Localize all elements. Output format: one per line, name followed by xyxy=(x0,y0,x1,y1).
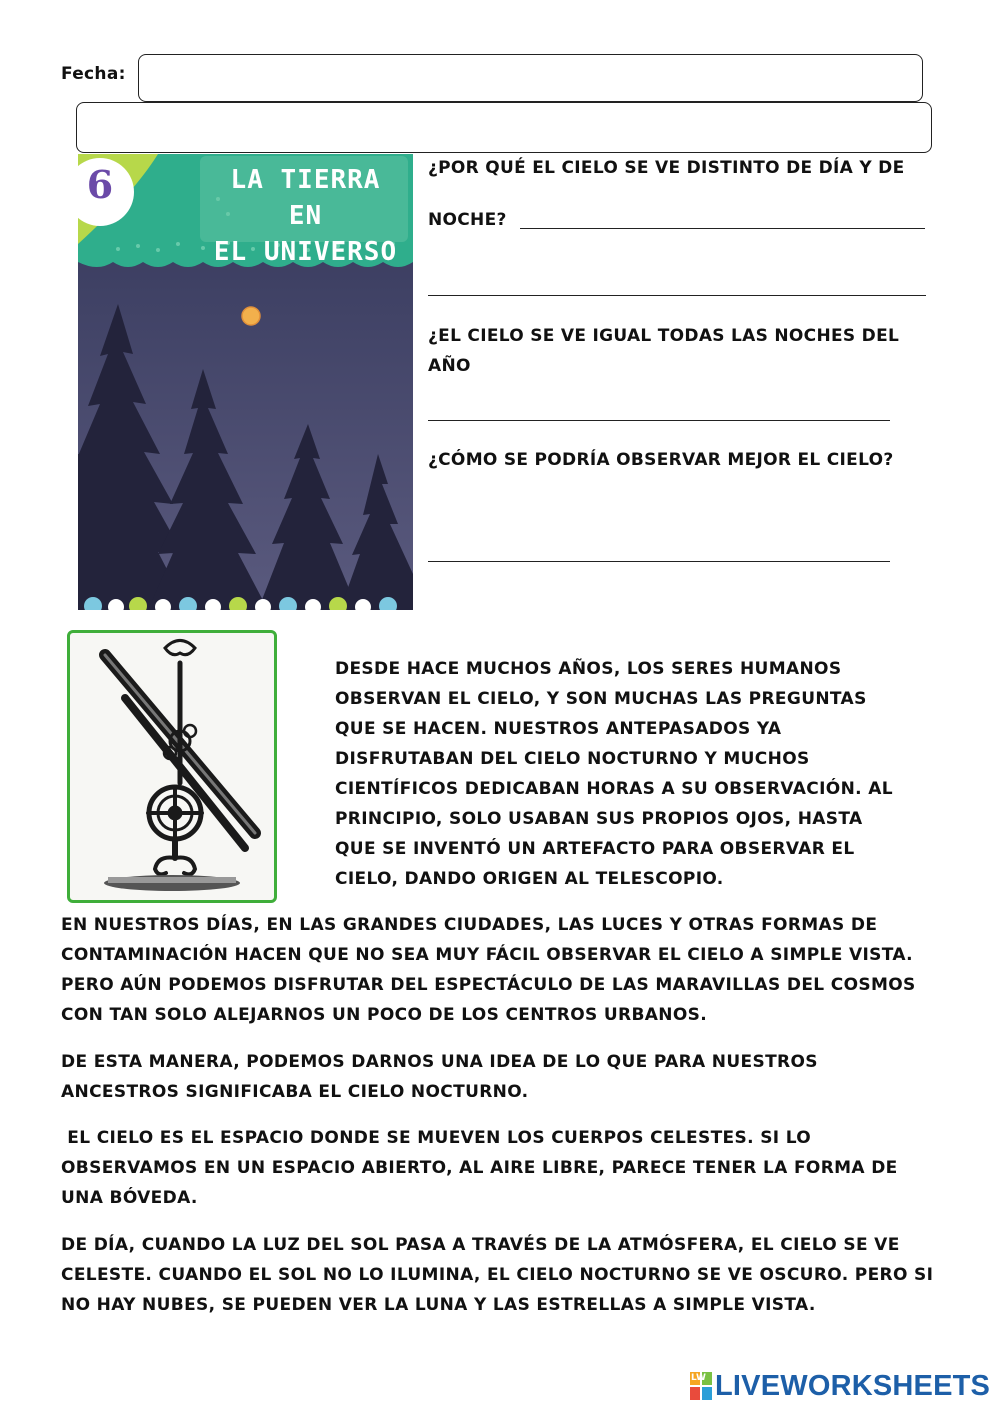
intro-text xyxy=(335,654,893,894)
intro-line: DESDE HACE MUCHOS AÑOS, LOS SERES HUMANOS xyxy=(335,659,842,679)
title-input[interactable] xyxy=(76,102,932,153)
intro-line: CIELO, DANDO ORIGEN AL TELESCOPIO. xyxy=(335,869,724,889)
liveworksheets-logo: LIVEWORKSHEETS xyxy=(715,1370,991,1402)
cover-number: 6 xyxy=(86,162,114,207)
question-1: ¿POR QUÉ EL CIELO SE VE DISTINTO DE DÍA Y DE xyxy=(428,158,905,178)
answer-line-3[interactable] xyxy=(428,561,890,562)
intro-line: DISFRUTABAN DEL CIELO NOCTURNO Y MUCHOS xyxy=(335,749,810,769)
paragraph-3: EL CIELO ES EL ESPACIO DONDE SE MUEVEN LOS CUERPOS CELESTES. SI LO OBSERVAMOS EN UN ESPACIO ABIERTO, AL AIRE LIBRE, PARECE TENER LA FORMA DE UNA BÓVEDA. xyxy=(61,1128,904,1208)
intro-line: QUE SE HACEN. NUESTROS ANTEPASADOS YA xyxy=(335,719,782,739)
cover-title xyxy=(208,162,403,270)
intro-line: PRINCIPIO, SOLO USABAN SUS PROPIOS OJOS, HASTA xyxy=(335,809,863,829)
intro-line: CIENTÍFICOS DEDICABAN HORAS A SU OBSERVACIÓN. AL xyxy=(335,779,893,799)
logo-badge-text: LW xyxy=(691,1373,706,1383)
question-2: ¿EL CIELO SE VE IGUAL TODAS LAS NOCHES DEL AÑO xyxy=(428,326,900,376)
fecha-label: Fecha: xyxy=(61,64,126,84)
fecha-input[interactable] xyxy=(138,54,923,102)
question-1-cont: NOCHE? xyxy=(428,210,507,230)
cover-title-line2: EL UNIVERSO xyxy=(213,237,398,267)
cover-title-line1: LA TIERRA EN xyxy=(230,165,381,231)
paragraph-4: DE DÍA, CUANDO LA LUZ DEL SOL PASA A TRAVÉS DE LA ATMÓSFERA, EL CIELO SE VE CELESTE. CUANDO EL SOL NO LO ILUMINA, EL CIELO NOCTURNO SE VE OSCURO. PERO SI NO HAY NUBES, SE PUEDEN VER LA LUNA Y LAS ESTRELLAS A SIMPLE VISTA. xyxy=(61,1235,934,1315)
answer-line-2[interactable] xyxy=(428,420,890,421)
answer-line-1b[interactable] xyxy=(428,295,926,296)
paragraph-2: DE ESTA MANERA, PODEMOS DARNOS UNA IDEA DE LO QUE PARA NUESTROS ANCESTROS SIGNIFICABA EL CIELO NOCTURNO. xyxy=(61,1052,818,1102)
paragraph-1: EN NUESTROS DÍAS, EN LAS GRANDES CIUDADES, LAS LUCES Y OTRAS FORMAS DE CONTAMINACIÓN HACEN QUE NO SEA MUY FÁCIL OBSERVAR EL CIELO A SIMPLE VISTA. PERO AÚN PODEMOS DISFRUTAR DEL ESPECTÁCULO DE LAS MARAVILLAS DEL COSMOS CON TAN SOLO ALEJARNOS UN POCO DE LOS CENTROS URBANOS. xyxy=(61,915,916,1025)
book-cover-image xyxy=(78,154,413,610)
question-3: ¿CÓMO SE PODRÍA OBSERVAR MEJOR EL CIELO? xyxy=(428,450,894,470)
liveworksheets-logo-icon xyxy=(690,1372,712,1400)
intro-line: OBSERVAN EL CIELO, Y SON MUCHAS LAS PREGUNTAS xyxy=(335,689,867,709)
answer-line-1[interactable] xyxy=(520,228,925,229)
telescope-image xyxy=(67,630,277,903)
intro-line: QUE SE INVENTÓ UN ARTEFACTO PARA OBSERVAR EL xyxy=(335,839,855,859)
